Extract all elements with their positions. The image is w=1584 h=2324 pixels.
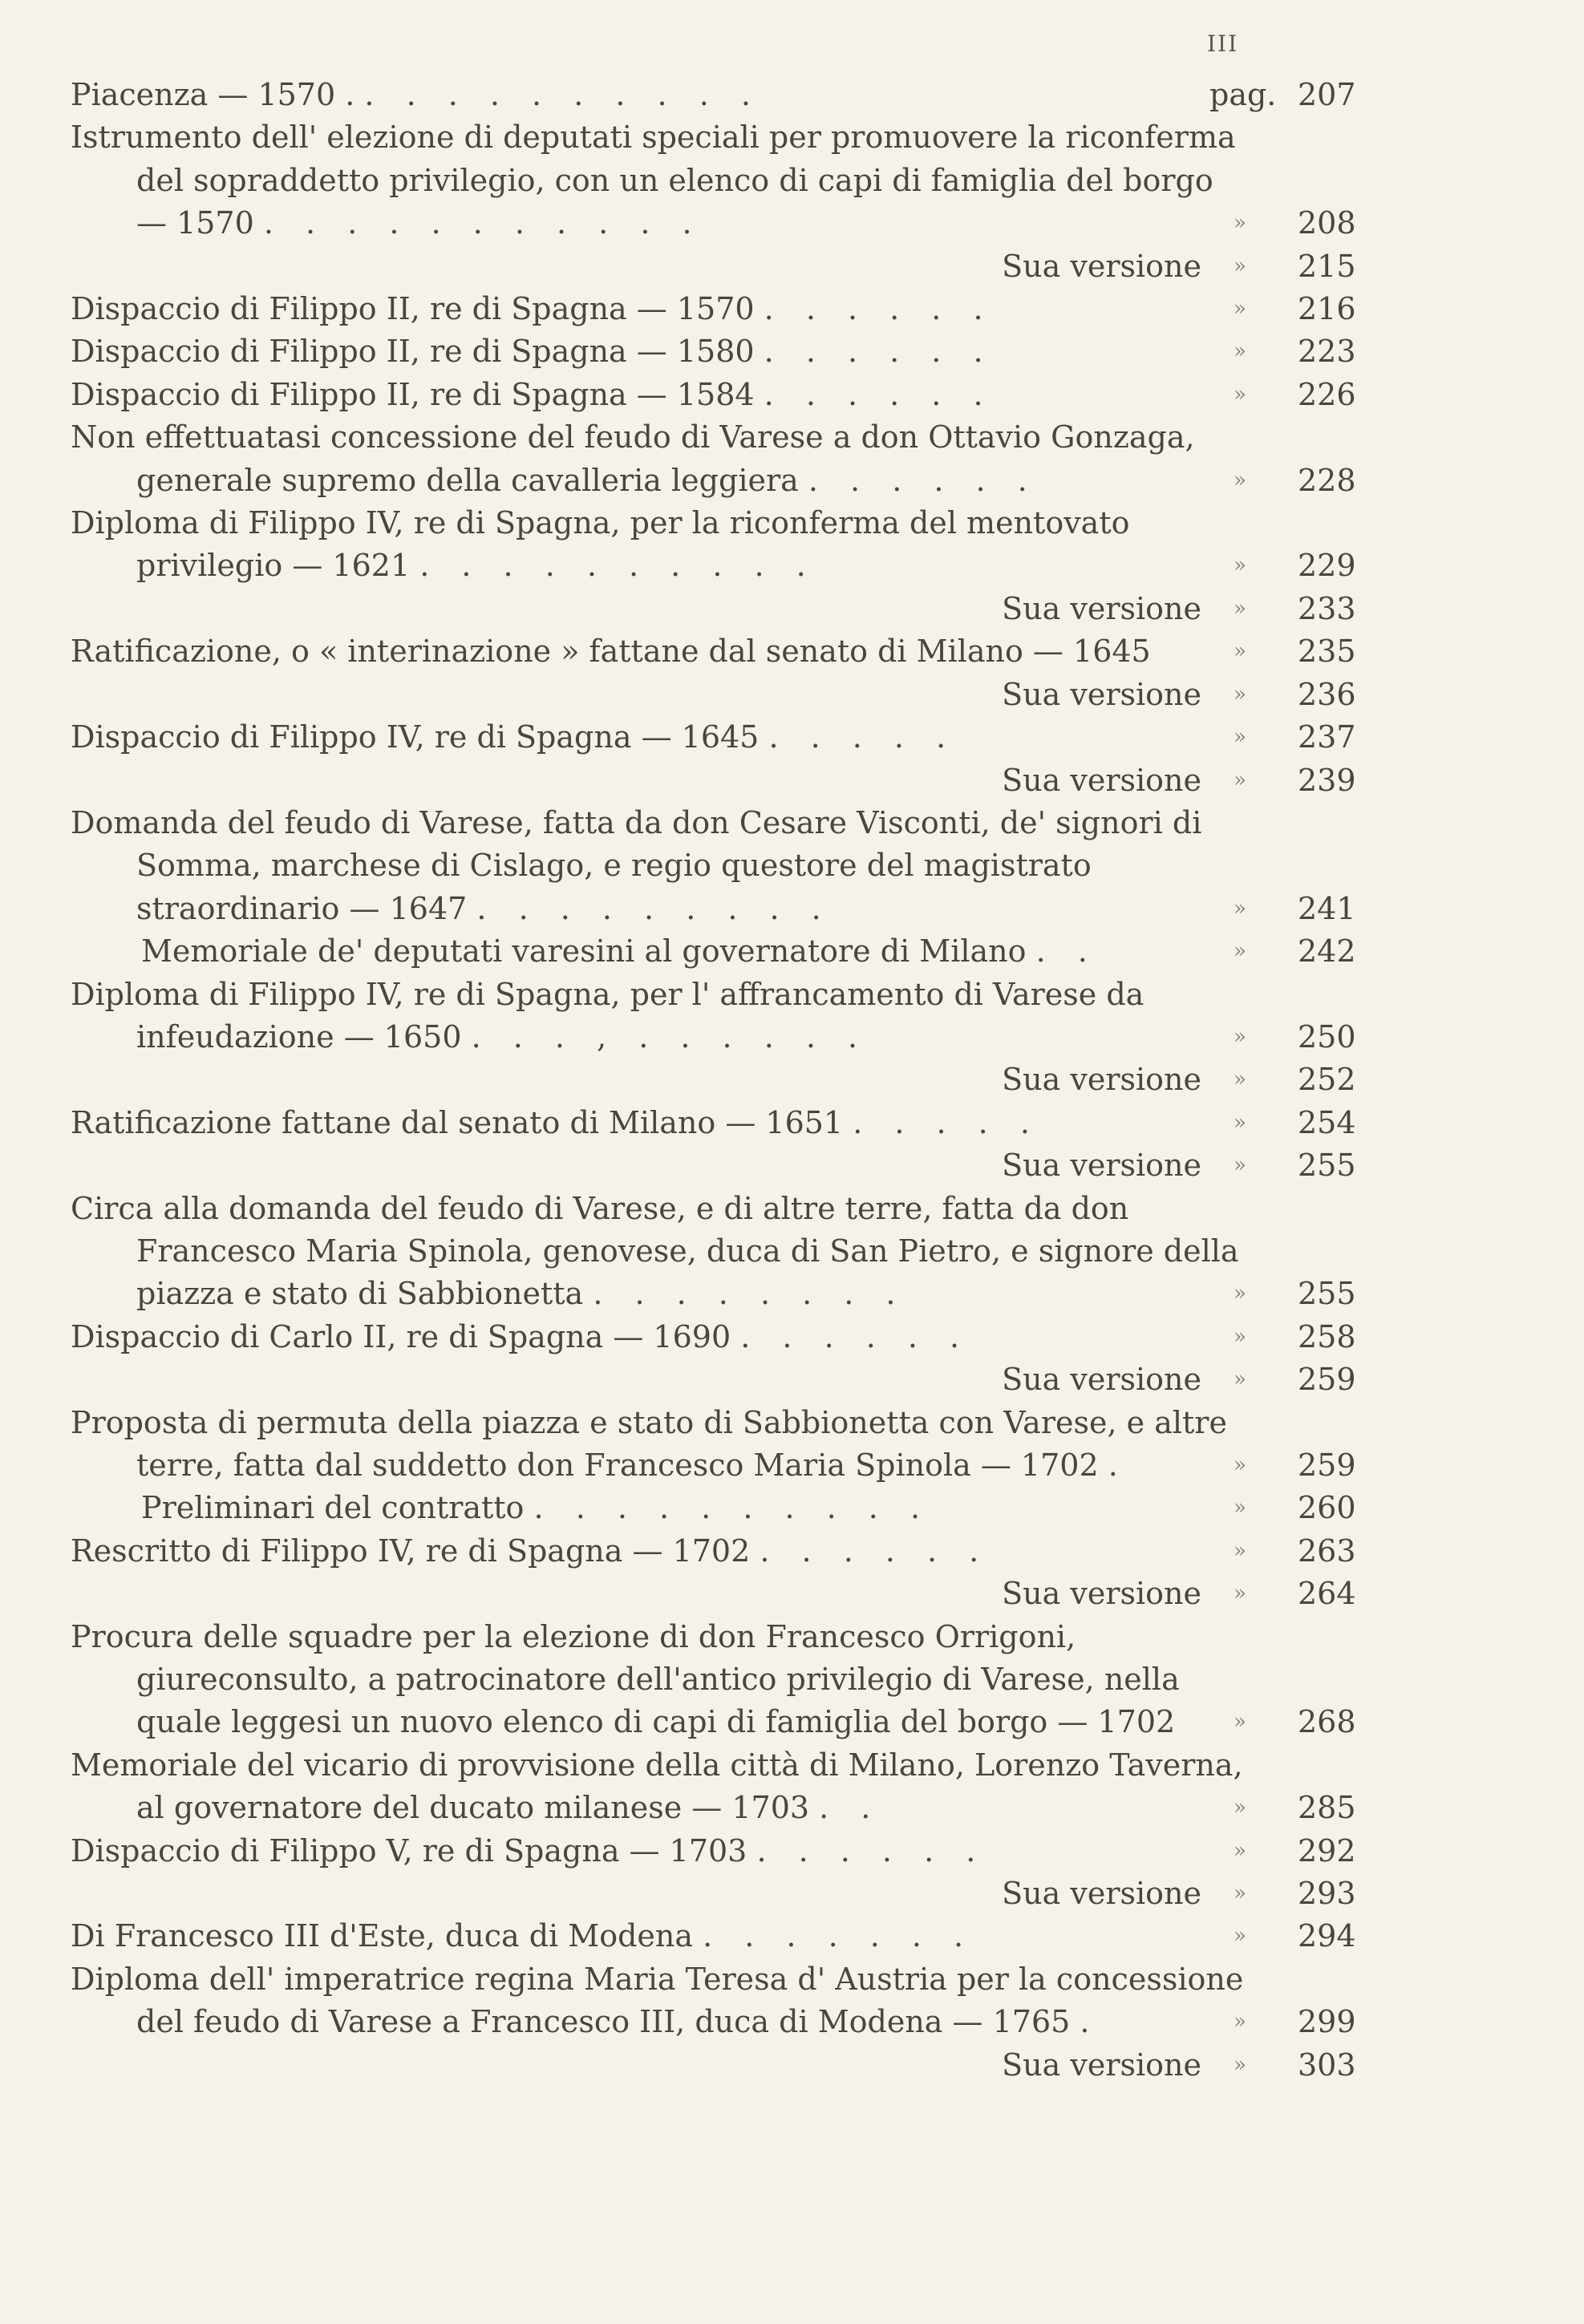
- entry-title: Circa alla domanda del feudo di Varese, e di altre terre, fatta da don Francesco Maria Spinola, genovese, duca di San Pietro, e signore della piazza e stato di Sabbionetta . . . . . . . .: [71, 1190, 1239, 1312]
- entry-title: Sua versione: [1002, 248, 1201, 284]
- toc-entry: [71, 1487, 1386, 1529]
- entry-title: Diploma di Filippo IV, re di Spagna, per l' affrancamento di Varese da infeudazione — 1650 . . . , . . . . . .: [71, 976, 1144, 1055]
- entry-title: Sua versione: [1002, 676, 1201, 712]
- page-value: 226: [1298, 376, 1356, 412]
- toc-entry: [71, 1530, 1386, 1573]
- page-reference: [1209, 588, 1386, 630]
- page-value: 294: [1298, 1918, 1356, 1954]
- leader-dots: . . . . .: [768, 719, 958, 755]
- page-reference: [1209, 630, 1386, 673]
- page-reference: [1209, 888, 1386, 930]
- entry-title: Piacenza — 1570 . . . . . . . . . . .: [71, 77, 762, 112]
- ditto-mark: »: [1234, 596, 1246, 621]
- page-value: 292: [1298, 1832, 1356, 1869]
- page-reference: [1209, 674, 1386, 716]
- toc-entry-versione: [71, 1144, 1386, 1187]
- page-reference: [1209, 716, 1386, 759]
- leader-dots: . . . . . .: [764, 334, 995, 370]
- entry-title: Dispaccio di Carlo II, re di Spagna — 1690 . . . . . .: [71, 1318, 971, 1354]
- page-value: 239: [1298, 762, 1356, 798]
- page-value: 254: [1298, 1104, 1356, 1140]
- page-value: 229: [1298, 548, 1356, 584]
- entry-title: Domanda del feudo di Varese, fatta da don Cesare Visconti, de' signori di Somma, marchese di Cislago, e regio questore del magistrato straordinario — 1647 . . . . . . . . .: [71, 804, 1202, 926]
- ditto-mark: »: [1234, 1538, 1246, 1563]
- page-reference: [1209, 2044, 1386, 2087]
- page-reference: [1209, 1358, 1386, 1401]
- toc-entry-versione: [71, 588, 1386, 630]
- page-reference: [1209, 1444, 1386, 1487]
- toc-entry: [71, 1102, 1386, 1144]
- page-value: 237: [1298, 719, 1356, 755]
- page-reference: [1209, 1573, 1386, 1615]
- entry-title: Memoriale de' deputati varesini al governatore di Milano . .: [141, 933, 1099, 970]
- ditto-mark: »: [1234, 1496, 1246, 1520]
- page-value: 250: [1298, 1018, 1356, 1055]
- ditto-mark: »: [1234, 553, 1246, 578]
- entry-title: Dispaccio di Filippo II, re di Spagna — 1570 . . . . . .: [71, 291, 995, 327]
- page-reference: [1209, 1830, 1386, 1873]
- toc-entry: [71, 974, 1386, 1059]
- page-value: 259: [1298, 1362, 1356, 1398]
- entry-title: Proposta di permuta della piazza e stato di Sabbionetta con Varese, e altre terre, fatta dal suddetto don Francesco Maria Spinola — 1702 .: [71, 1404, 1227, 1483]
- page-reference: [1209, 288, 1386, 330]
- page-value: 285: [1298, 1790, 1356, 1826]
- ditto-mark: »: [1234, 1153, 1246, 1178]
- toc-entry-versione: [71, 1873, 1386, 1915]
- toc-entry: [71, 1616, 1386, 1744]
- page-reference: [1209, 1701, 1386, 1743]
- page-value: 233: [1298, 590, 1356, 626]
- toc-entry: [71, 1316, 1386, 1358]
- ditto-mark: »: [1234, 1324, 1246, 1349]
- page-reference: [1209, 1102, 1386, 1144]
- leader-dots: . . . . . . . .: [593, 1276, 907, 1312]
- ditto-mark: »: [1234, 1453, 1246, 1477]
- ditto-mark: »: [1234, 1067, 1246, 1092]
- entry-title: Preliminari del contratto . . . . . . . . . .: [141, 1490, 932, 1526]
- leader-dots: . . . . . .: [760, 1532, 991, 1569]
- page-value: 255: [1298, 1148, 1356, 1184]
- page-value: 263: [1298, 1532, 1356, 1569]
- toc-entry-versione: [71, 2044, 1386, 2087]
- entry-title: Sua versione: [1002, 1062, 1201, 1098]
- page-reference: [1209, 930, 1386, 973]
- toc-entry: [71, 502, 1386, 588]
- page-value: 241: [1298, 890, 1356, 926]
- page-value: 228: [1298, 462, 1356, 498]
- ditto-mark: »: [1234, 1838, 1246, 1863]
- toc-entry: [71, 374, 1386, 416]
- entry-title: Memoriale del vicario di provvisione della città di Milano, Lorenzo Taverna, al governatore del ducato milanese — 1703 . .: [71, 1747, 1243, 1826]
- page-value: 264: [1298, 1576, 1356, 1612]
- page-reference: [1209, 1873, 1386, 1915]
- entry-title: Diploma di Filippo IV, re di Spagna, per la riconferma del mentovato privilegio — 1621 . . . . . . . . . .: [71, 505, 1130, 584]
- leader-dots: . . . . . . . . . .: [364, 77, 762, 112]
- page-reference: [1209, 460, 1386, 502]
- leader-dots: . . . . . . . . . .: [419, 548, 817, 584]
- page-value: 259: [1298, 1447, 1356, 1483]
- toc-entry: [71, 74, 1386, 116]
- ditto-mark: »: [1234, 211, 1246, 236]
- toc-entry-versione: [71, 674, 1386, 716]
- page-reference: [1209, 330, 1386, 373]
- page-reference: [1209, 2001, 1386, 2043]
- page-reference: [1209, 1016, 1386, 1059]
- toc-entry: [71, 1830, 1386, 1873]
- entry-title: Non effettuatasi concessione del feudo di Varese a don Ottavio Gonzaga, generale supremo della cavalleria leggiera . . . . . .: [71, 419, 1195, 498]
- leader-dots: . . . . . . . . . . .: [263, 205, 703, 241]
- page-reference: [1209, 1144, 1386, 1187]
- page-value: 268: [1298, 1704, 1356, 1740]
- entry-title: Sua versione: [1002, 2047, 1201, 2083]
- ditto-mark: »: [1234, 767, 1246, 792]
- page-value: 260: [1298, 1490, 1356, 1526]
- leader-dots: . .: [819, 1790, 882, 1826]
- entry-title: Ratificazione fattane dal senato di Milano — 1651 . . . . .: [71, 1104, 1041, 1140]
- toc-entry: [71, 116, 1386, 245]
- leader-dots: . . . . . . . . . .: [533, 1490, 932, 1526]
- entry-title: Dispaccio di Filippo V, re di Spagna — 1703 . . . . . .: [71, 1832, 987, 1869]
- entry-title: Dispaccio di Filippo II, re di Spagna — 1584 . . . . . .: [71, 376, 995, 412]
- page-value: 299: [1298, 2004, 1356, 2040]
- ditto-mark: »: [1234, 339, 1246, 364]
- page-value: 242: [1298, 933, 1356, 970]
- page-value: 303: [1298, 2047, 1356, 2083]
- ditto-mark: »: [1234, 1881, 1246, 1906]
- page-number: III: [1207, 30, 1239, 57]
- page-value: 216: [1298, 291, 1356, 327]
- ditto-mark: »: [1234, 1024, 1246, 1049]
- ditto-mark: »: [1234, 468, 1246, 492]
- toc-entry: [71, 1402, 1386, 1488]
- leader-dots: . .: [1035, 933, 1099, 970]
- ditto-mark: »: [1234, 1710, 1246, 1735]
- toc-entry-versione: [71, 1059, 1386, 1101]
- page-reference: [1209, 545, 1386, 587]
- entry-title: Dispaccio di Filippo IV, re di Spagna — 1645 . . . . .: [71, 719, 958, 755]
- ditto-mark: »: [1234, 896, 1246, 921]
- toc-entry-versione: [71, 1358, 1386, 1401]
- ditto-mark: »: [1234, 2010, 1246, 2035]
- entry-title: Di Francesco III d'Este, duca di Modena . . . . . . .: [71, 1918, 975, 1954]
- ditto-mark: »: [1234, 2052, 1246, 2077]
- ditto-mark: »: [1234, 297, 1246, 322]
- leader-dots: . . . . .: [853, 1104, 1041, 1140]
- ditto-mark: »: [1234, 725, 1246, 750]
- leader-dots: . . . . . .: [740, 1318, 971, 1354]
- entry-title: Ratificazione, o « interinazione » fattane dal senato di Milano — 1645: [71, 634, 1151, 670]
- entry-title: Sua versione: [1002, 590, 1201, 626]
- page-reference: [1209, 1530, 1386, 1573]
- ditto-mark: »: [1234, 939, 1246, 964]
- page-value: 207: [1298, 77, 1356, 112]
- ditto-mark: »: [1234, 1281, 1246, 1306]
- page-value: 293: [1298, 1876, 1356, 1912]
- page-reference: [1209, 1059, 1386, 1101]
- page-reference: [1209, 759, 1386, 802]
- entry-title: Sua versione: [1002, 1876, 1201, 1912]
- entry-title: Sua versione: [1002, 1148, 1201, 1184]
- toc-entry: [71, 1958, 1386, 2044]
- page-value: 223: [1298, 334, 1356, 370]
- toc-entry: [71, 930, 1386, 973]
- page-value: 258: [1298, 1318, 1356, 1354]
- toc-entry: [71, 330, 1386, 373]
- ditto-mark: »: [1234, 382, 1246, 407]
- page-reference: [1209, 1273, 1386, 1315]
- toc-entry: [71, 802, 1386, 930]
- page-reference: [1209, 1316, 1386, 1358]
- table-of-contents: [71, 74, 1386, 2087]
- leader-dots: .: [1080, 2004, 1101, 2040]
- ditto-mark: »: [1234, 1110, 1246, 1135]
- toc-entry: [71, 1915, 1386, 1958]
- page-reference: [1209, 1787, 1386, 1829]
- ditto-mark: »: [1234, 639, 1246, 664]
- leader-dots: . . . . . .: [764, 376, 995, 412]
- leader-dots: . . . . . .: [756, 1832, 987, 1869]
- toc-entry: [71, 288, 1386, 330]
- entry-title: Rescritto di Filippo IV, re di Spagna — 1702 . . . . . .: [71, 1532, 991, 1569]
- entry-title: Istrumento dell' elezione di deputati speciali per promuovere la riconferma del sopraddetto privilegio, con un elenco di capi di famiglia del borgo — 1570 . . . . . . . . . . .: [71, 119, 1236, 241]
- ditto-mark: »: [1234, 1367, 1246, 1392]
- toc-entry: [71, 416, 1386, 502]
- page-value: 236: [1298, 676, 1356, 712]
- ditto-mark: »: [1234, 253, 1246, 278]
- toc-entry-versione: [71, 1573, 1386, 1615]
- entry-title: Sua versione: [1002, 1362, 1201, 1398]
- page-reference: [1209, 1487, 1386, 1529]
- page-value: 252: [1298, 1062, 1356, 1098]
- toc-entry-versione: [71, 245, 1386, 288]
- toc-entry: [71, 716, 1386, 759]
- page-value: 208: [1298, 205, 1356, 241]
- page-reference: [1209, 245, 1386, 288]
- page-reference: [1209, 374, 1386, 416]
- page-reference: [1209, 74, 1386, 116]
- entry-title: Sua versione: [1002, 1576, 1201, 1612]
- toc-entry: [71, 1744, 1386, 1830]
- ditto-mark: »: [1234, 1796, 1246, 1820]
- leader-dots: . . . . . . . . .: [476, 890, 833, 926]
- entry-title: Diploma dell' imperatrice regina Maria Teresa d' Austria per la concessione del feudo di Varese a Francesco III, duca di Modena — 1765 .: [71, 1961, 1244, 2040]
- ditto-mark: »: [1234, 1924, 1246, 1949]
- leader-dots: . . . . . . .: [703, 1918, 975, 1954]
- page-value: 255: [1298, 1276, 1356, 1312]
- page-value: 215: [1298, 248, 1356, 284]
- toc-entry: [71, 1188, 1386, 1316]
- ditto-mark: »: [1234, 1581, 1246, 1606]
- leader-dots: . . . . . .: [808, 462, 1039, 498]
- ditto-mark: »: [1234, 682, 1246, 707]
- entry-title: Procura delle squadre per la elezione di don Francesco Orrigoni, giureconsulto, a patrocinatore dell'antico privilegio di Varese, nella quale leggesi un nuovo elenco di capi di famiglia del borgo — 1702: [71, 1618, 1180, 1740]
- entry-title: Sua versione: [1002, 762, 1201, 798]
- leader-dots: . . . , . . . . . .: [471, 1018, 869, 1055]
- page-reference: [1209, 1915, 1386, 1958]
- toc-entry-versione: [71, 759, 1386, 802]
- ditto-mark: pag.: [1209, 77, 1277, 112]
- entry-title: Dispaccio di Filippo II, re di Spagna — 1580 . . . . . .: [71, 334, 995, 370]
- leader-dots: .: [1108, 1447, 1129, 1483]
- page-value: 235: [1298, 634, 1356, 670]
- leader-dots: . . . . . .: [764, 291, 995, 327]
- page-reference: [1209, 202, 1386, 245]
- toc-entry: [71, 630, 1386, 673]
